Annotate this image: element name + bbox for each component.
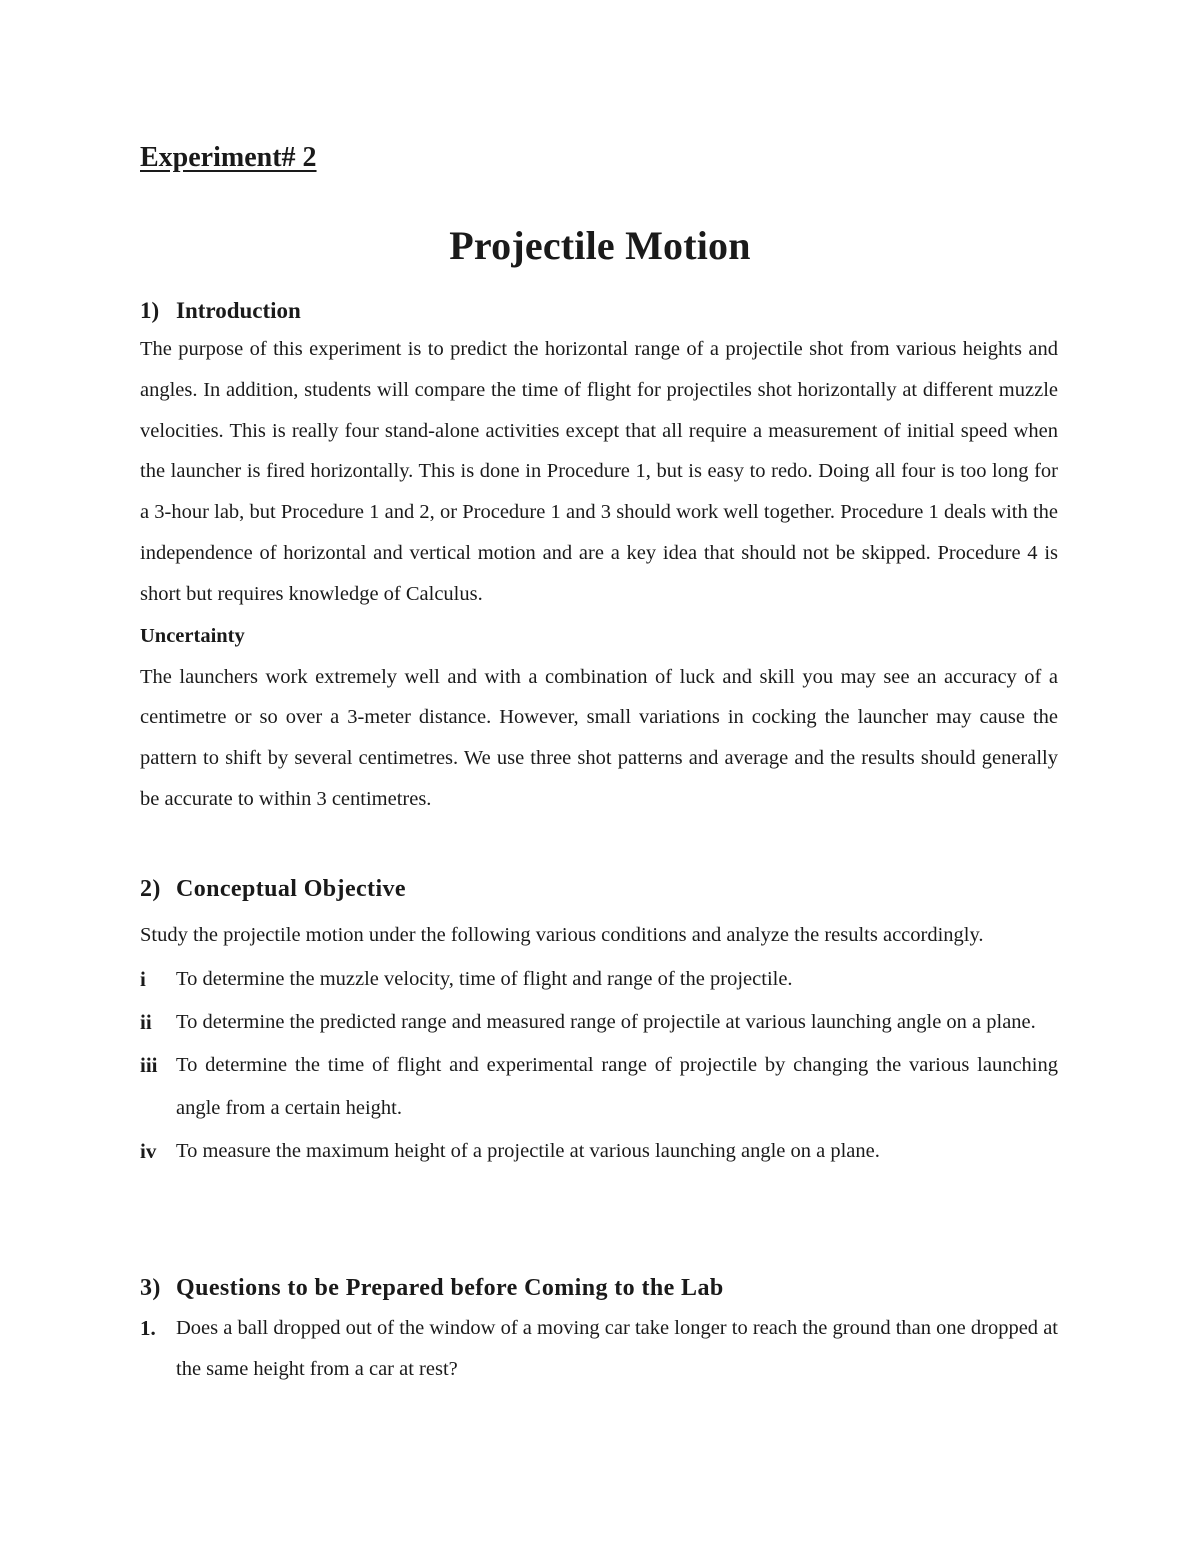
list-item-text: Does a ball dropped out of the window of a moving car take longer to reach the ground than one dropped at the same height from a car at rest? bbox=[176, 1317, 1058, 1380]
section-number: 1) bbox=[140, 298, 160, 323]
objective-section bbox=[140, 876, 1058, 1173]
introduction-section bbox=[140, 298, 1058, 820]
objective-heading bbox=[140, 876, 1058, 903]
list-item bbox=[140, 1044, 1058, 1130]
section-number: 2) bbox=[140, 876, 161, 902]
list-marker: i bbox=[140, 966, 146, 991]
list-marker: 1. bbox=[140, 1316, 156, 1340]
uncertainty-paragraph: The launchers work extremely well and with a combination of luck and skill you may see an accuracy of a centimetre or so over a 3-meter distance. However, small variations in cocking the launcher may cause the pattern to shift by several centimetres. We use three shot patterns and average and the results should generally be accurate to within 3 centimetres. bbox=[140, 665, 1058, 810]
introduction-heading bbox=[140, 298, 1058, 324]
list-item bbox=[140, 1130, 1058, 1173]
list-item bbox=[140, 1308, 1058, 1390]
section-number: 3) bbox=[140, 1275, 161, 1301]
list-marker: ii bbox=[140, 1009, 152, 1034]
list-item bbox=[140, 958, 1058, 1001]
page-title: Projectile Motion bbox=[449, 223, 751, 268]
experiment-label: Experiment# 2 bbox=[140, 142, 317, 173]
uncertainty-heading: Uncertainty bbox=[140, 624, 245, 647]
list-item-text: To determine the time of flight and experimental range of projectile by changing the various launching angle from a certain height. bbox=[176, 1053, 1058, 1119]
objective-list bbox=[140, 958, 1058, 1173]
questions-list bbox=[140, 1308, 1058, 1390]
list-item bbox=[140, 1001, 1058, 1044]
section-title: Introduction bbox=[176, 298, 301, 323]
list-marker: iii bbox=[140, 1052, 158, 1077]
section-title: Conceptual Objective bbox=[176, 876, 406, 902]
introduction-paragraph: The purpose of this experiment is to predict the horizontal range of a projectile shot from various heights and angles. In addition, students will compare the time of flight for projectiles shot horizontally at different muzzle velocities. This is really four stand-alone activities except that all require a measurement of initial speed when the launcher is fired horizontally. This is done in Procedure 1, but is easy to redo. Doing all four is too long for a 3-hour lab, but Procedure 1 and 2, or Procedure 1 and 3 should work well together. Procedure 1 deals with the independence of horizontal and vertical motion and are a key idea that should not be skipped. Procedure 4 is short but requires knowledge of Calculus. bbox=[140, 338, 1058, 605]
list-item-text: To determine the muzzle velocity, time of flight and range of the projectile. bbox=[176, 967, 793, 990]
section-title: Questions to be Prepared before Coming to the Lab bbox=[176, 1275, 724, 1301]
list-item-text: To determine the predicted range and measured range of projectile at various launching angle on a plane. bbox=[176, 1010, 1036, 1033]
objective-paragraph: Study the projectile motion under the following various conditions and analyze the results accordingly. bbox=[140, 924, 984, 946]
questions-section bbox=[140, 1275, 1058, 1390]
list-item-text: To measure the maximum height of a projectile at various launching angle on a plane. bbox=[176, 1139, 880, 1162]
list-marker: iv bbox=[140, 1138, 157, 1163]
questions-heading bbox=[140, 1275, 1058, 1302]
